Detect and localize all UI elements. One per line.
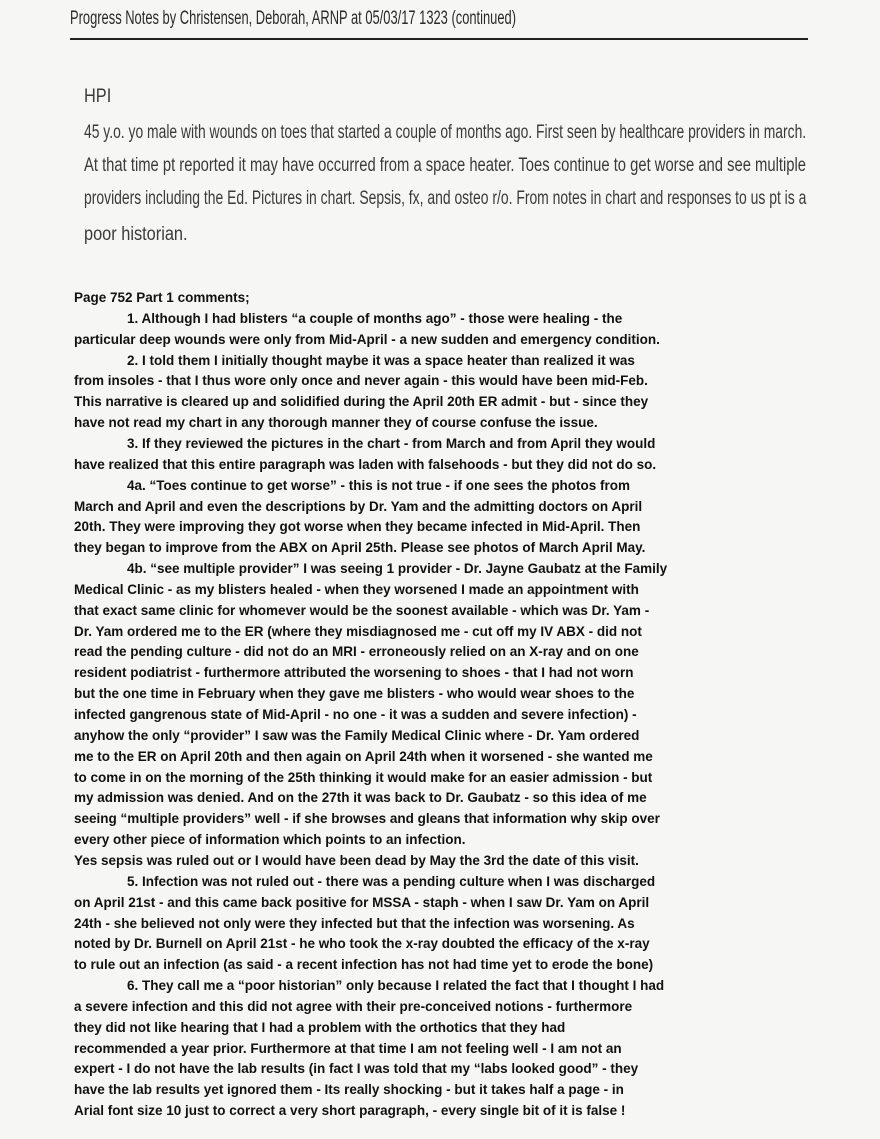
- comment-line: that exact same clinic for whomever would be the soonest available - which was Dr. Yam -: [74, 602, 650, 618]
- hpi-text-line: At that time pt reported it may have occurred from a space heater. Toes continue to get worse and see multiple: [84, 155, 806, 176]
- comment-line: infected gangrenous state of Mid-April - no one - it was a sudden and severe infection) -: [74, 707, 637, 722]
- comment-line: every other piece of information which points to an infection.: [74, 832, 466, 848]
- comment-line: my admission was denied. And on the 27th it was back to Dr. Gaubatz - so this idea of me: [74, 790, 647, 806]
- comment-line: Yes sepsis was ruled out or I would have been dead by May the 3rd the date of this visit.: [74, 852, 639, 868]
- comment-line: March and April and even the descriptions by Dr. Yam and the admitting doctors on April: [74, 498, 643, 514]
- comment-line: 3. If they reviewed the pictures in the chart - from March and from April they would: [127, 435, 656, 451]
- comment-line: read the pending culture - did not do an MRI - erroneously relied on an X-ray and on one: [74, 644, 639, 660]
- comment-line: recommended a year prior. Furthermore at that time I am not feeling well - I am not an: [74, 1040, 622, 1056]
- comment-line: 6. They call me a “poor historian” only because I related the fact that I thought I had: [127, 978, 665, 994]
- comment-line: particular deep wounds were only from Mid-April - a new sudden and emergency condition.: [74, 331, 660, 347]
- comment-line: 24th - she believed not only were they infected but that the infection was worsening. As: [74, 915, 635, 931]
- comment-line: 4b. “see multiple provider” I was seeing 1 provider - Dr. Jayne Gaubatz at the Family: [127, 561, 668, 577]
- comment-line: resident podiatrist - furthermore attributed the worsening to shoes - that I had not worn: [74, 665, 634, 681]
- comment-line: anyhow the only “provider” I saw was the Family Medical Clinic where - Dr. Yam ordered: [74, 727, 640, 743]
- comment-line: they did not like hearing that I had a problem with the orthotics that they had: [74, 1019, 566, 1035]
- comments-heading: Page 752 Part 1 comments;: [74, 290, 250, 305]
- comment-line: to come in on the morning of the 25th thinking it would make for an easier admission - but: [74, 769, 653, 785]
- comment-line: 2. I told them I initially thought maybe it was a space heater than realized it was: [127, 352, 635, 368]
- comment-line: on April 21st - and this came back positive for MSSA - staph - when I saw Dr. Yam on April: [74, 894, 650, 910]
- comment-line: 20th. They were improving they got worse when they became infected in Mid-April. Then: [74, 519, 641, 535]
- hpi-heading: HPI: [84, 86, 112, 107]
- hpi-text-line: 45 y.o. yo male with wounds on toes that started a couple of months ago. First seen by healthcare providers in march.: [84, 122, 807, 143]
- comment-line: they began to improve from the ABX on April 25th. Please see photos of March April May.: [74, 540, 646, 556]
- comment-line: 5. Infection was not ruled out - there was a pending culture when I was discharged: [127, 873, 656, 889]
- comment-line: seeing “multiple providers” well - if she browses and gleans that information why skip over: [74, 811, 660, 827]
- header-divider: [70, 38, 808, 40]
- comment-line: 4a. “Toes continue to get worse” - this is not true - if one sees the photos from: [127, 477, 631, 493]
- comment-line: have not read my chart in any thorough manner they of course confuse the issue.: [74, 415, 598, 431]
- comment-line: 1. Although I had blisters “a couple of months ago” - those were healing - the: [127, 310, 623, 326]
- hpi-text-line: providers including the Ed. Pictures in chart. Sepsis, fx, and osteo r/o. From notes in chart and responses to us pt is a: [84, 188, 807, 209]
- comment-line: have realized that this entire paragraph was laden with falsehoods - but they did not do so.: [74, 456, 657, 472]
- comment-line: but the one time in February when they gave me blisters - who would wear shoes to the: [74, 686, 635, 702]
- comment-line: Medical Clinic - as my blisters healed - when they worsened I made an appointment with: [74, 581, 639, 597]
- comment-line: me to the ER on April 20th and then again on April 24th when it worsened - she wanted me: [74, 748, 653, 764]
- comment-line: to rule out an infection (as said - a recent infection has not had time yet to erode the bone): [74, 957, 654, 973]
- comment-line: a severe infection and this did not agree with their pre-conceived notions - furthermore: [74, 998, 633, 1014]
- comment-line: Arial font size 10 just to correct a very short paragraph, - every single bit of it is false !: [74, 1103, 626, 1119]
- comment-line: have the lab results yet ignored them - Its really shocking - but it takes half a page - in: [74, 1082, 624, 1098]
- comment-line: Dr. Yam ordered me to the ER (where they misdiagnosed me - cut off my IV ABX - did not: [74, 623, 642, 639]
- comment-line: expert - I do not have the lab results (in fact I was told that my “labs looked good” - they: [74, 1061, 639, 1077]
- comment-line: noted by Dr. Burnell on April 21st - he who took the x-ray doubted the efficacy of the x-ray: [74, 936, 650, 952]
- comment-line: from insoles - that I thus wore only once and never again - this would have been mid-Feb.: [74, 373, 648, 389]
- hpi-text-line: poor historian.: [84, 224, 188, 245]
- comment-line: This narrative is cleared up and solidified during the April 20th ER admit - but - since they: [74, 394, 649, 410]
- page-header-title: Progress Notes by Christensen, Deborah, ARNP at 05/03/17 1323 (continued): [70, 8, 517, 29]
